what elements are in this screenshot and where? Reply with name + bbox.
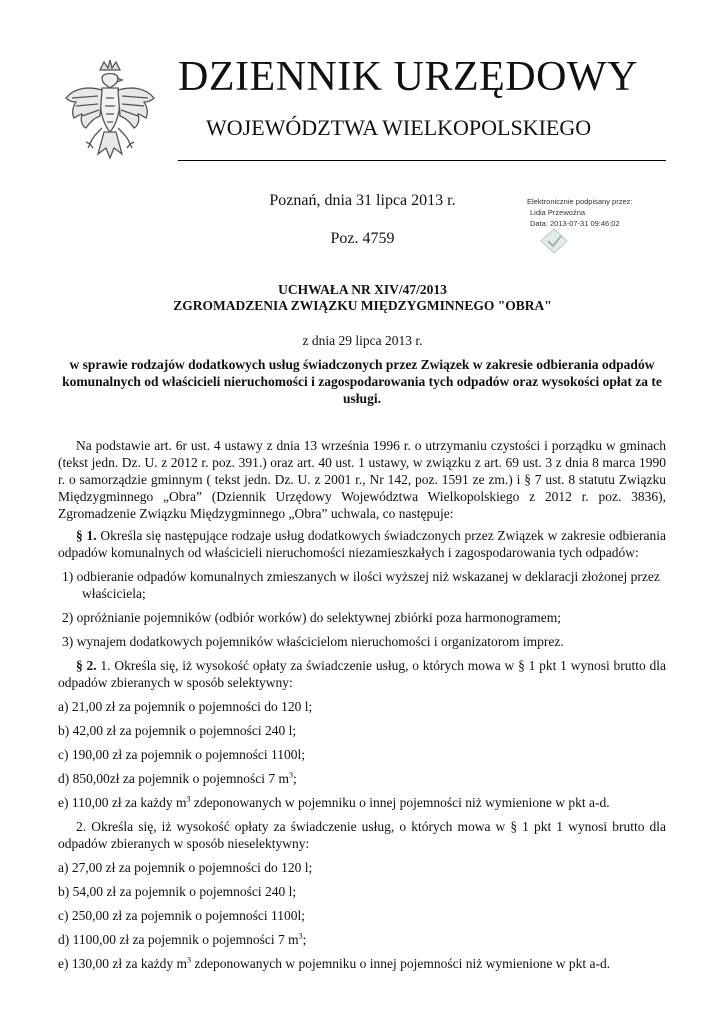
resolution-number: UCHWAŁA NR XIV/47/2013 <box>278 282 447 297</box>
section-2-paragraph <box>58 657 666 691</box>
masthead-subtitle: WOJEWÓDZTWA WIELKOPOLSKIEGO <box>206 115 592 140</box>
list-item: b) 42,00 zł za pojemnik o pojemności 240 l; <box>58 723 297 738</box>
masthead-divider <box>178 160 666 161</box>
resolution-title <box>0 282 725 314</box>
list-item: 2) opróżnianie pojemników (odbiór worków) do selektywnej zbiórki poza harmonogramem; <box>62 610 561 625</box>
list-item: d) 1100,00 zł za pojemnik o pojemności 7 $m^3$; <box>58 931 307 947</box>
eagle-emblem-icon <box>62 58 158 174</box>
resolution-body: ZGROMADZENIA ZWIĄZKU MIĘDZYGMINNEGO "OBRA" <box>173 298 552 313</box>
list-item: 3) wynajem dodatkowych pojemników właścicielom nieruchomości i organizatorom imprez. <box>62 634 564 649</box>
section-2-label: § 2. <box>76 658 97 673</box>
publication-date: Poznań, dnia 31 lipca 2013 r. <box>269 192 456 209</box>
masthead-title: DZIENNIK URZĘDOWY <box>178 54 638 100</box>
list-item: d) 850,00zł za pojemnik o pojemności 7 $m^3$; <box>58 770 297 786</box>
list-item: e) 110,00 zł za każdy $m^3$ zdeponowanych w pojemniku o innej pojemności niż wymienione w pkt a-d. <box>58 794 610 810</box>
resolution-subject: w sprawie rodzajów dodatkowych usług świadczonych przez Związek w zakresie odbierania odpadów komunalnych od właścicieli nieruchomości i zagospodarowania tych odpadów oraz wysokości opłat za te usługi. <box>62 357 662 406</box>
list-item: a) 27,00 zł za pojemnik o pojemności do 120 l; <box>58 860 313 875</box>
list-item: b) 54,00 zł za pojemnik o pojemności 240 l; <box>58 884 297 899</box>
list-item: a) 21,00 zł za pojemnik o pojemności do 120 l; <box>58 699 313 714</box>
signature-label: Elektronicznie podpisany przez: <box>527 197 633 206</box>
document-body <box>58 437 666 972</box>
list-item: c) 250,00 zł za pojemnik o pojemności 1100l; <box>58 908 305 923</box>
signature-check-icon <box>540 228 568 254</box>
section-2-point-2-paragraph: 2. Określa się, iż wysokość opłaty za świadczenie usług, o których mowa w § 1 pkt 1 wynosi brutto dla odpadów zbieranych w sposób nieselektywny: <box>58 819 666 851</box>
list-item: c) 190,00 zł za pojemnik o pojemności 1100l; <box>58 747 305 762</box>
preamble-paragraph: Na podstawie art. 6r ust. 4 ustawy z dnia 13 września 1996 r. o utrzymaniu czystości i porządku w gminach (tekst jedn. Dz. U. z 2012 r. poz. 391.) oraz art. 40 ust. 1 ustawy, w związku z art. 69 ust. 3 z dnia 8 marca 1990 r. o samorządzie gminnym ( tekst jedn. Dz. U. z 2001 r., Nr 142, poz. 1591 ze zm.) i § 7 ust. 8 statutu Związku Międzygminnego „Obra” (Dziennik Urzędowy Województwa Wielkopolskiego z 2012 r. poz. 3836), Zgromadzenie Związku Międzygminnego „Obra” uchwala, co następuje: <box>58 438 666 521</box>
section-1-label: § 1. <box>76 528 97 543</box>
position-number: Poz. 4759 <box>330 230 395 247</box>
list-item: e) 130,00 zł za każdy $m^3$ zdeponowanych w pojemniku o innej pojemności niż wymienione w pkt a-d. <box>58 955 611 971</box>
resolution-date: z dnia 29 lipca 2013 r. <box>302 333 423 348</box>
signature-date: Data: 2013-07-31 09:46:02 <box>530 219 620 228</box>
list-item: 1) odbieranie odpadów komunalnych zmieszanych w ilości wyższej niż wskazanej w deklaracji złożonej przez właściciela; <box>62 569 660 601</box>
section-1-paragraph <box>58 527 666 561</box>
section-2-text: 1. Określa się, iż wysokość opłaty za świadczenie usług, o których mowa w § 1 pkt 1 wynosi brutto dla odpadów zbieranych w sposób selektywny: <box>58 658 667 690</box>
signature-name: Lidia Przewoźna <box>530 208 586 217</box>
section-1-text: Określa się następujące rodzaje usług dodatkowych świadczonych przez Związek w zakresie odbierania odpadów komunalnych od właścicieli nieruchomości niezamieszkałych i zagospodarowania tych odpadów: <box>58 528 667 560</box>
